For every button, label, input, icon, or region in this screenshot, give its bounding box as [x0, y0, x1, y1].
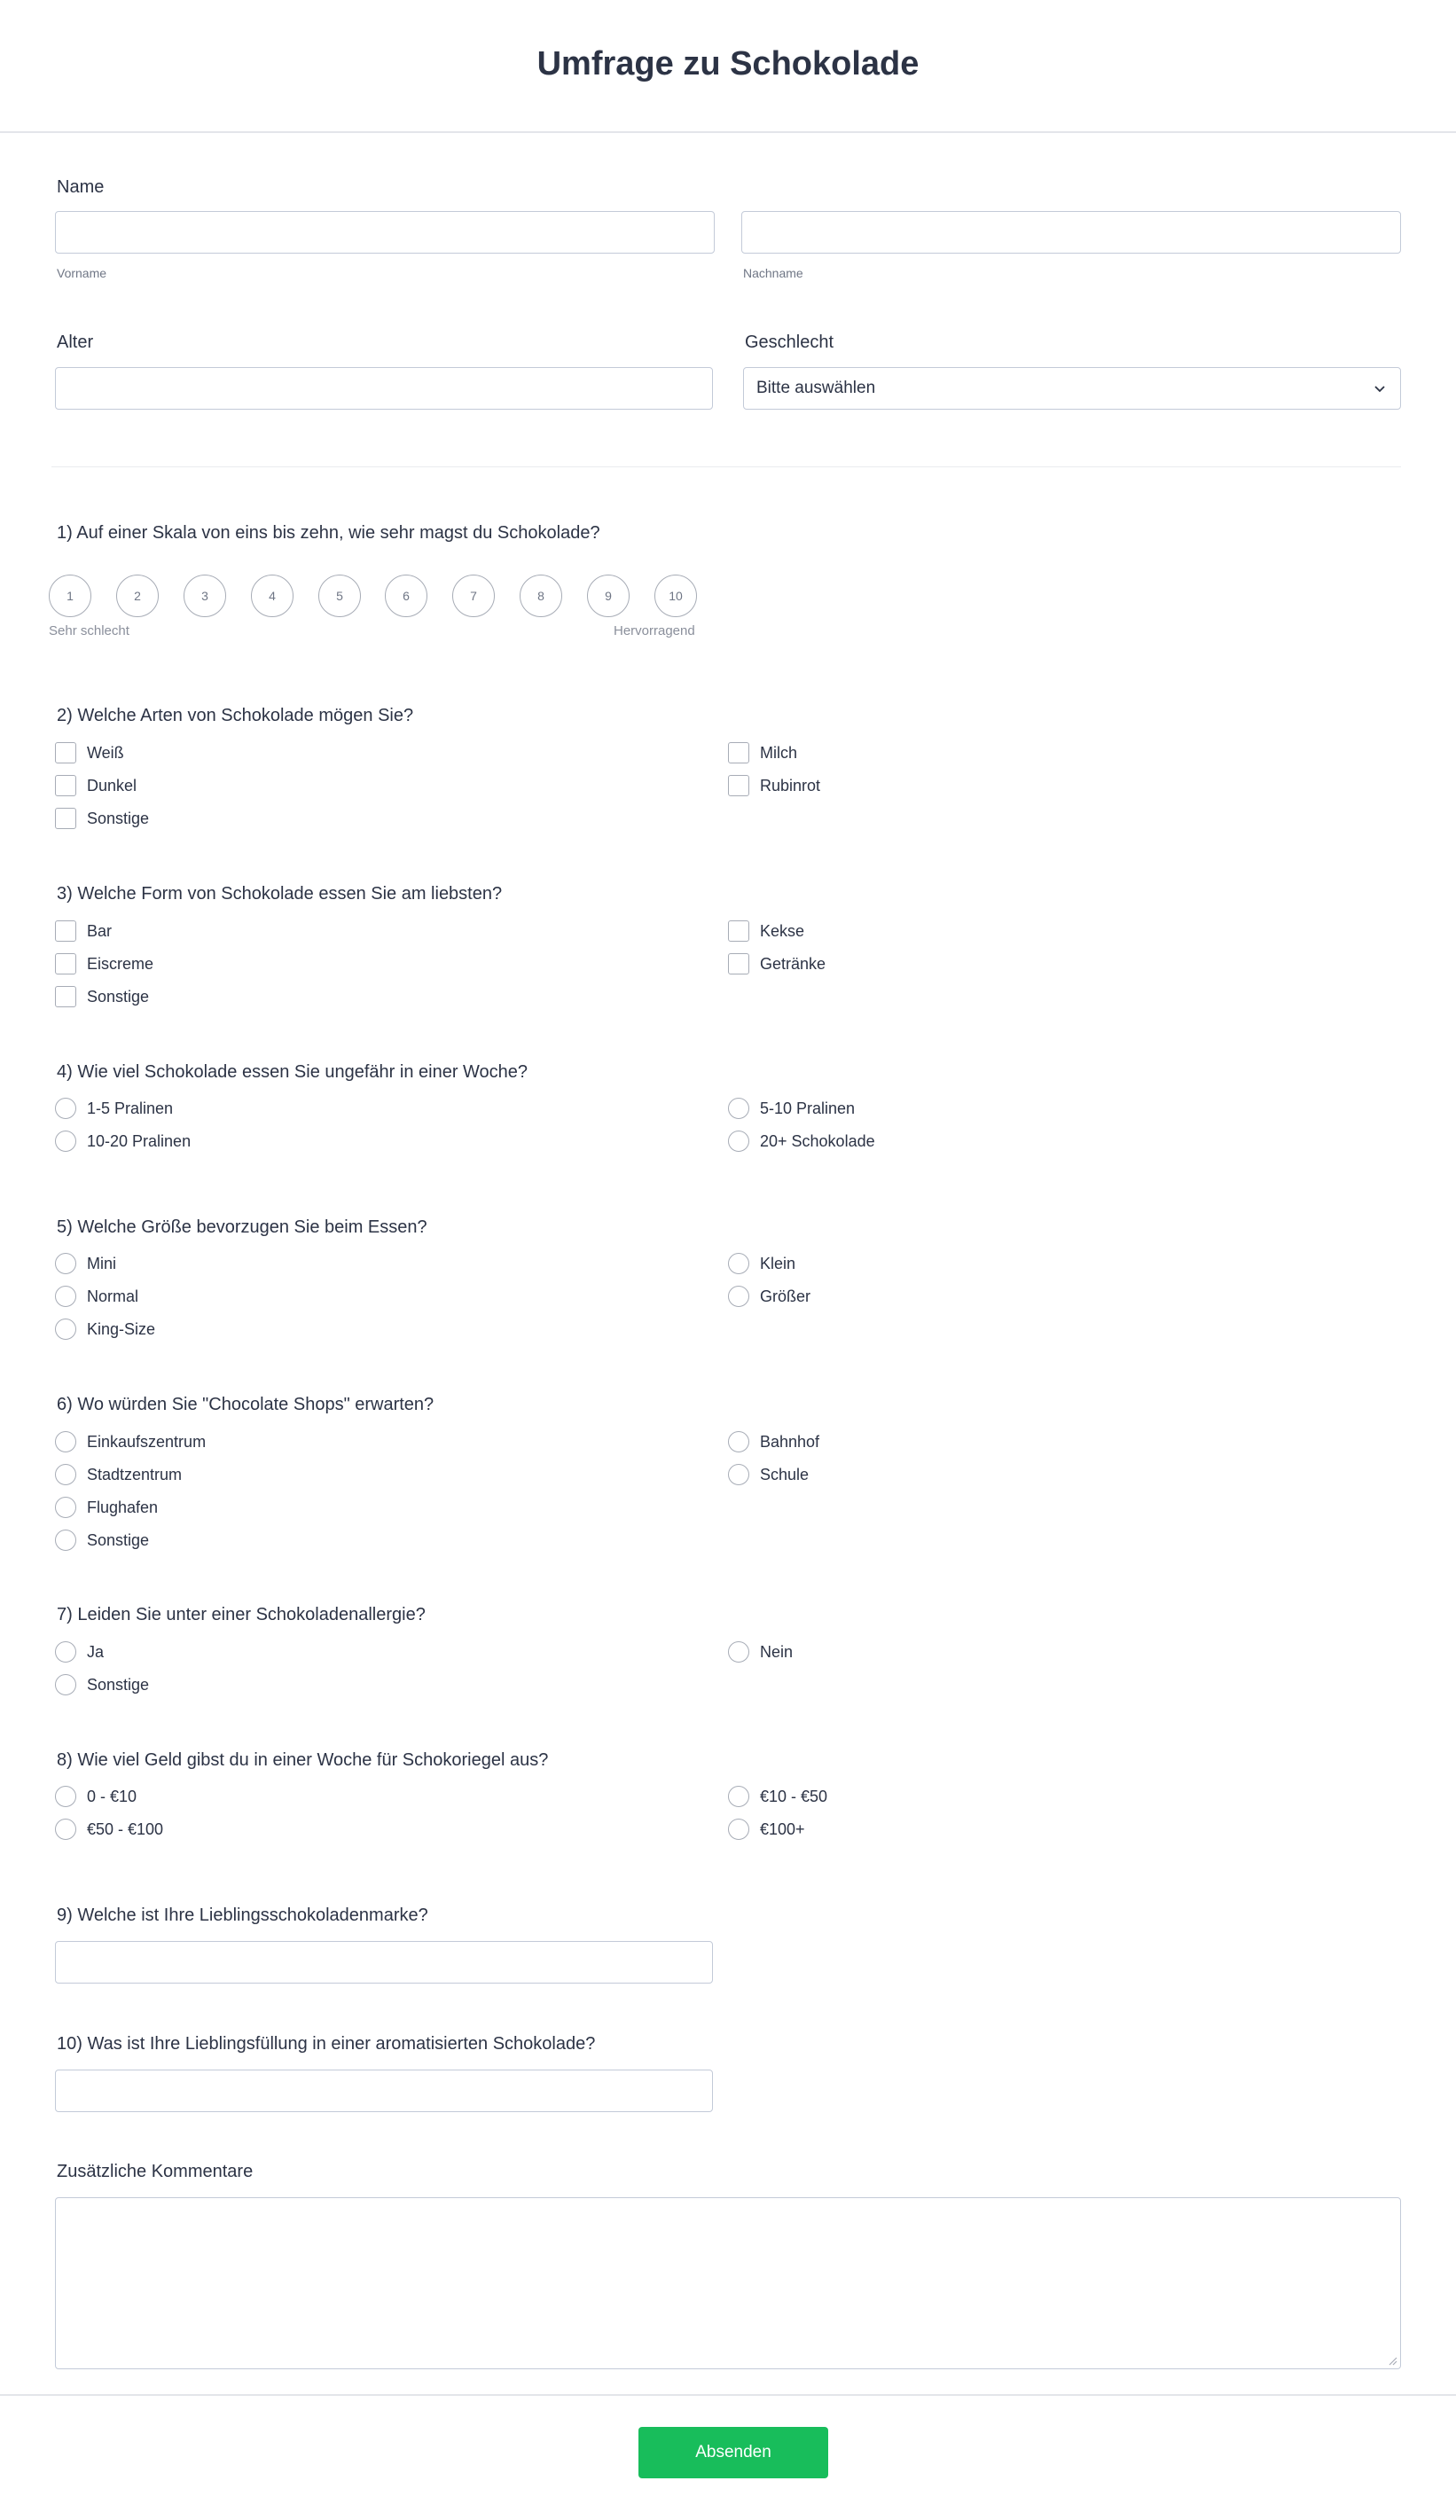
q9-label: 9) Welche ist Ihre Lieblingsschokoladenmarke? — [57, 1906, 428, 1925]
option-label: Sonstige — [87, 1530, 150, 1549]
option-label: €10 - €50 — [760, 1787, 828, 1805]
radio-button[interactable] — [55, 1641, 76, 1663]
first-name-sublabel: Vorname — [57, 266, 107, 280]
q5-option-groesser[interactable] — [728, 1285, 810, 1308]
checkbox[interactable] — [728, 775, 749, 796]
radio-button[interactable] — [728, 1431, 749, 1452]
comments-label: Zusätzliche Kommentare — [57, 2162, 254, 2181]
scale-option-7[interactable]: 7 — [452, 575, 495, 617]
checkbox[interactable] — [728, 920, 749, 942]
q5-option-mini[interactable] — [55, 1252, 116, 1275]
q3-label: 3) Welche Form von Schokolade essen Sie am liebsten? — [57, 884, 503, 904]
q8-option-10-50[interactable] — [728, 1785, 827, 1808]
checkbox[interactable] — [55, 742, 76, 763]
q5-option-kingsize[interactable] — [55, 1318, 155, 1341]
q6-label: 6) Wo würden Sie "Chocolate Shops" erwarten? — [57, 1395, 434, 1414]
option-label: Nein — [760, 1642, 794, 1661]
gender-label: Geschlecht — [745, 333, 834, 352]
option-label: Dunkel — [87, 776, 137, 794]
radio-button[interactable] — [728, 1098, 749, 1119]
option-label: Sonstige — [87, 809, 150, 827]
q10-label: 10) Was ist Ihre Lieblingsfüllung in einer aromatisierten Schokolade? — [57, 2034, 596, 2054]
checkbox[interactable] — [55, 953, 76, 974]
last-name-input[interactable] — [741, 211, 1401, 254]
option-label: King-Size — [87, 1319, 156, 1338]
q8-option-50-100[interactable] — [55, 1818, 163, 1841]
q2-option-rubinrot[interactable] — [728, 774, 820, 797]
scale-low-label: Sehr schlecht — [49, 623, 129, 638]
chevron-down-icon — [1372, 380, 1388, 396]
scale-option-2[interactable]: 2 — [116, 575, 159, 617]
scale-option-5[interactable]: 5 — [318, 575, 361, 617]
q4-option-20plus[interactable] — [728, 1130, 875, 1153]
option-label: Rubinrot — [760, 776, 821, 794]
option-label: Eiscreme — [87, 954, 154, 973]
radio-button[interactable] — [728, 1286, 749, 1307]
q7-option-nein[interactable] — [728, 1640, 793, 1663]
checkbox[interactable] — [55, 920, 76, 942]
q4-label: 4) Wie viel Schokolade essen Sie ungefähr in einer Woche? — [57, 1062, 528, 1082]
q5-option-normal[interactable] — [55, 1285, 138, 1308]
scale-option-6[interactable]: 6 — [385, 575, 427, 617]
option-label: Schule — [760, 1465, 810, 1483]
scale-option-1[interactable]: 1 — [49, 575, 91, 617]
scale-option-8[interactable]: 8 — [520, 575, 562, 617]
radio-button[interactable] — [728, 1819, 749, 1840]
q2-option-milch[interactable] — [728, 741, 797, 764]
radio-button[interactable] — [728, 1131, 749, 1152]
option-label: Weiß — [87, 743, 124, 762]
option-label: €50 - €100 — [87, 1820, 164, 1838]
age-input[interactable] — [55, 367, 713, 410]
option-label: Einkaufszentrum — [87, 1432, 207, 1451]
radio-button[interactable] — [55, 1819, 76, 1840]
comments-textarea[interactable] — [55, 2197, 1401, 2369]
option-label: Flughafen — [87, 1498, 159, 1516]
q3-option-getraenke[interactable] — [728, 952, 826, 975]
radio-button[interactable] — [55, 1464, 76, 1485]
q2-label: 2) Welche Arten von Schokolade mögen Sie? — [57, 706, 414, 725]
q6-option-stadtzentrum[interactable] — [55, 1463, 182, 1486]
q1-label: 1) Auf einer Skala von eins bis zehn, wie sehr magst du Schokolade? — [57, 523, 600, 543]
option-label: Normal — [87, 1287, 139, 1305]
q8-option-100plus[interactable] — [728, 1818, 805, 1841]
checkbox[interactable] — [55, 775, 76, 796]
favorite-filling-input[interactable] — [55, 2070, 713, 2112]
radio-button[interactable] — [55, 1098, 76, 1119]
option-label: Bahnhof — [760, 1432, 820, 1451]
scale-option-9[interactable]: 9 — [587, 575, 630, 617]
q4-option-5-10[interactable] — [728, 1097, 855, 1120]
resize-handle-icon[interactable] — [1387, 2355, 1397, 2366]
q4-option-10-20[interactable] — [55, 1130, 191, 1153]
q6-option-einkaufszentrum[interactable] — [55, 1430, 206, 1453]
q8-label: 8) Wie viel Geld gibst du in einer Woche für Schokoriegel aus? — [57, 1750, 549, 1770]
q6-option-schule[interactable] — [728, 1463, 809, 1486]
radio-button[interactable] — [55, 1497, 76, 1518]
q5-label: 5) Welche Größe bevorzugen Sie beim Essen? — [57, 1217, 427, 1237]
option-label: 0 - €10 — [87, 1787, 137, 1805]
q4-option-1-5[interactable] — [55, 1097, 173, 1120]
option-label: 20+ Schokolade — [760, 1131, 875, 1150]
option-label: 5-10 Pralinen — [760, 1099, 856, 1117]
option-label: Klein — [760, 1254, 796, 1272]
option-label: €100+ — [760, 1820, 805, 1838]
radio-button[interactable] — [728, 1253, 749, 1274]
q6-option-flughafen[interactable] — [55, 1496, 158, 1519]
first-name-input[interactable] — [55, 211, 715, 254]
radio-button[interactable] — [55, 1674, 76, 1695]
radio-button[interactable] — [55, 1319, 76, 1340]
radio-button[interactable] — [55, 1253, 76, 1274]
footer-divider — [0, 2394, 1456, 2396]
q2-option-sonstige[interactable] — [55, 807, 149, 830]
gender-select-value: Bitte auswählen — [756, 379, 876, 397]
scale-option-4[interactable]: 4 — [251, 575, 294, 617]
radio-button[interactable] — [55, 1131, 76, 1152]
q7-label: 7) Leiden Sie unter einer Schokoladenallergie? — [57, 1605, 426, 1624]
q7-option-ja[interactable] — [55, 1640, 104, 1663]
q5-option-klein[interactable] — [728, 1252, 795, 1275]
option-label: Milch — [760, 743, 798, 762]
radio-button[interactable] — [55, 1286, 76, 1307]
q8-option-0-10[interactable] — [55, 1785, 137, 1808]
option-label: Sonstige — [87, 1675, 150, 1694]
checkbox[interactable] — [55, 986, 76, 1007]
scale-option-3[interactable]: 3 — [184, 575, 226, 617]
option-label: Ja — [87, 1642, 105, 1661]
q3-option-sonstige[interactable] — [55, 985, 149, 1008]
checkbox[interactable] — [728, 742, 749, 763]
last-name-sublabel: Nachname — [743, 266, 803, 280]
gender-select[interactable] — [743, 367, 1401, 410]
q2-option-dunkel[interactable] — [55, 774, 137, 797]
q2-option-weiss[interactable] — [55, 741, 124, 764]
radio-button[interactable] — [728, 1786, 749, 1807]
form-title: Umfrage zu Schokolade — [536, 44, 920, 82]
radio-button[interactable] — [55, 1431, 76, 1452]
section-divider — [51, 466, 1401, 467]
option-label: Größer — [760, 1287, 811, 1305]
scale-option-10[interactable]: 10 — [654, 575, 697, 617]
q3-option-bar[interactable] — [55, 920, 112, 943]
option-label: Stadtzentrum — [87, 1465, 183, 1483]
favorite-brand-input[interactable] — [55, 1941, 713, 1984]
form-header — [0, 0, 1456, 133]
checkbox[interactable] — [55, 808, 76, 829]
radio-button[interactable] — [55, 1786, 76, 1807]
q3-option-kekse[interactable] — [728, 920, 804, 943]
q7-option-sonstige[interactable] — [55, 1673, 149, 1696]
checkbox[interactable] — [728, 953, 749, 974]
submit-button[interactable]: Absenden — [638, 2427, 828, 2478]
option-label: Kekse — [760, 921, 805, 940]
option-label: 10-20 Pralinen — [87, 1131, 192, 1150]
radio-button[interactable] — [55, 1530, 76, 1551]
option-label: 1-5 Pralinen — [87, 1099, 174, 1117]
age-label: Alter — [57, 333, 94, 352]
q6-option-sonstige[interactable] — [55, 1529, 149, 1552]
radio-button[interactable] — [728, 1464, 749, 1485]
q6-option-bahnhof[interactable] — [728, 1430, 819, 1453]
name-label: Name — [57, 177, 105, 197]
option-label: Mini — [87, 1254, 117, 1272]
option-label: Sonstige — [87, 987, 150, 1006]
radio-button[interactable] — [728, 1641, 749, 1663]
q3-option-eiscreme[interactable] — [55, 952, 153, 975]
option-label: Getränke — [760, 954, 826, 973]
scale-high-label: Hervorragend — [614, 623, 695, 638]
option-label: Bar — [87, 921, 113, 940]
